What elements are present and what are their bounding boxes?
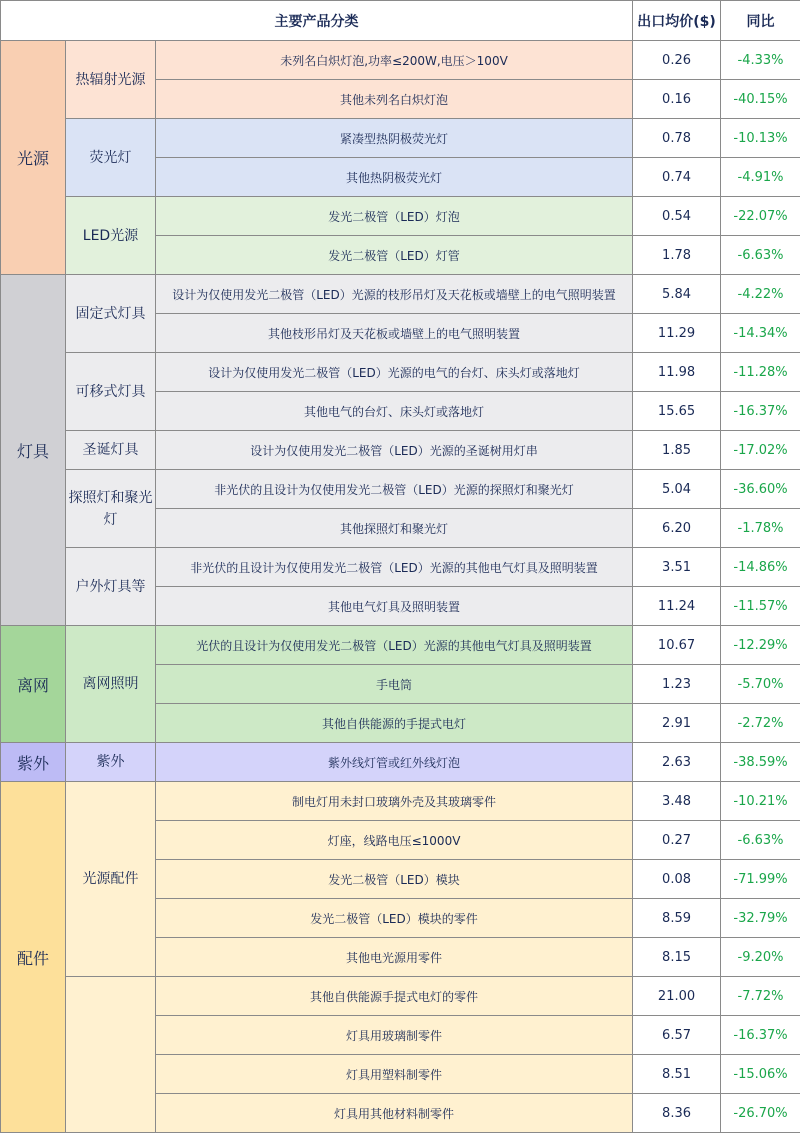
- price-value: 5.84: [633, 275, 721, 314]
- yoy-value: -10.13%: [721, 119, 800, 158]
- product-name: 非光伏的且设计为仅使用发光二极管（LED）光源的其他电气灯具及照明装置: [156, 548, 633, 587]
- yoy-value: -40.15%: [721, 80, 800, 119]
- price-value: 3.48: [633, 782, 721, 821]
- product-name: 发光二极管（LED）模块的零件: [156, 899, 633, 938]
- yoy-value: -16.37%: [721, 392, 800, 431]
- yoy-value: -11.28%: [721, 353, 800, 392]
- yoy-value: -36.60%: [721, 470, 800, 509]
- header-yoy: 同比: [721, 1, 800, 41]
- price-value: 10.67: [633, 626, 721, 665]
- product-name: 光伏的且设计为仅使用发光二极管（LED）光源的其他电气灯具及照明装置: [156, 626, 633, 665]
- product-name: 手电筒: [156, 665, 633, 704]
- subcategory-searchlight: 探照灯和聚光灯: [66, 470, 156, 548]
- product-name: 非光伏的且设计为仅使用发光二极管（LED）光源的探照灯和聚光灯: [156, 470, 633, 509]
- yoy-value: -4.33%: [721, 41, 800, 80]
- yoy-value: -4.91%: [721, 158, 800, 197]
- price-value: 6.57: [633, 1016, 721, 1055]
- product-name: 发光二极管（LED）模块: [156, 860, 633, 899]
- product-name: 灯具用玻璃制零件: [156, 1016, 633, 1055]
- price-value: 0.78: [633, 119, 721, 158]
- table-row: [1, 353, 800, 392]
- price-value: 1.23: [633, 665, 721, 704]
- table-row: [1, 743, 800, 782]
- category-accessories: 配件: [1, 782, 66, 1133]
- yoy-value: -2.72%: [721, 704, 800, 743]
- product-name: 其他热阴极荧光灯: [156, 158, 633, 197]
- product-name: 其他自供能源手提式电灯的零件: [156, 977, 633, 1016]
- yoy-value: -7.72%: [721, 977, 800, 1016]
- product-name: 其他电光源用零件: [156, 938, 633, 977]
- yoy-value: -6.63%: [721, 821, 800, 860]
- product-name: 其他电气的台灯、床头灯或落地灯: [156, 392, 633, 431]
- yoy-value: -32.79%: [721, 899, 800, 938]
- subcategory-fixed: 固定式灯具: [66, 275, 156, 353]
- yoy-value: -26.70%: [721, 1094, 800, 1133]
- table-row: [1, 41, 800, 80]
- yoy-value: -15.06%: [721, 1055, 800, 1094]
- subcategory-uv: 紫外: [66, 743, 156, 782]
- price-value: 6.20: [633, 509, 721, 548]
- table-row: [1, 977, 800, 1016]
- price-value: 15.65: [633, 392, 721, 431]
- price-value: 21.00: [633, 977, 721, 1016]
- product-name: 设计为仅使用发光二极管（LED）光源的枝形吊灯及天花板或墙壁上的电气照明装置: [156, 275, 633, 314]
- price-value: 8.51: [633, 1055, 721, 1094]
- price-value: 1.85: [633, 431, 721, 470]
- table-row: [1, 470, 800, 509]
- product-name: 发光二极管（LED）灯泡: [156, 197, 633, 236]
- table-row: [1, 782, 800, 821]
- category-uv: 紫外: [1, 743, 66, 782]
- price-value: 0.26: [633, 41, 721, 80]
- subcategory-portable: 可移式灯具: [66, 353, 156, 431]
- price-value: 1.78: [633, 236, 721, 275]
- category-luminaires: 灯具: [1, 275, 66, 626]
- yoy-value: -12.29%: [721, 626, 800, 665]
- yoy-value: -22.07%: [721, 197, 800, 236]
- subcategory-thermal: 热辐射光源: [66, 41, 156, 119]
- header-row: [1, 1, 800, 41]
- yoy-value: -10.21%: [721, 782, 800, 821]
- product-name: 灯座，线路电压≤1000V: [156, 821, 633, 860]
- price-value: 8.59: [633, 899, 721, 938]
- header-product: 主要产品分类: [1, 1, 633, 41]
- yoy-value: -1.78%: [721, 509, 800, 548]
- table-row: [1, 431, 800, 470]
- yoy-value: -6.63%: [721, 236, 800, 275]
- price-value: 0.54: [633, 197, 721, 236]
- table-row: [1, 548, 800, 587]
- price-value: 3.51: [633, 548, 721, 587]
- product-name: 其他枝形吊灯及天花板或墙壁上的电气照明装置: [156, 314, 633, 353]
- yoy-value: -38.59%: [721, 743, 800, 782]
- category-off-grid: 离网: [1, 626, 66, 743]
- product-name: 设计为仅使用发光二极管（LED）光源的圣诞树用灯串: [156, 431, 633, 470]
- price-value: 0.74: [633, 158, 721, 197]
- price-value: 2.63: [633, 743, 721, 782]
- product-name: 紫外线灯管或红外线灯泡: [156, 743, 633, 782]
- yoy-value: -4.22%: [721, 275, 800, 314]
- subcategory-luminaire-parts: [66, 977, 156, 1133]
- header-price: 出口均价($): [633, 1, 721, 41]
- price-value: 11.98: [633, 353, 721, 392]
- price-value: 8.36: [633, 1094, 721, 1133]
- price-value: 8.15: [633, 938, 721, 977]
- table-row: [1, 197, 800, 236]
- price-value: 11.29: [633, 314, 721, 353]
- product-name: 其他自供能源的手提式电灯: [156, 704, 633, 743]
- price-value: 0.16: [633, 80, 721, 119]
- yoy-value: -14.86%: [721, 548, 800, 587]
- product-name: 发光二极管（LED）灯管: [156, 236, 633, 275]
- product-name: 灯具用其他材料制零件: [156, 1094, 633, 1133]
- yoy-value: -17.02%: [721, 431, 800, 470]
- yoy-value: -71.99%: [721, 860, 800, 899]
- category-light-source: 光源: [1, 41, 66, 275]
- subcategory-light-source-parts: 光源配件: [66, 782, 156, 977]
- yoy-value: -11.57%: [721, 587, 800, 626]
- product-name: 未列名白炽灯泡,功率≤200W,电压＞100V: [156, 41, 633, 80]
- product-name: 制电灯用未封口玻璃外壳及其玻璃零件: [156, 782, 633, 821]
- product-name: 其他探照灯和聚光灯: [156, 509, 633, 548]
- price-value: 11.24: [633, 587, 721, 626]
- price-value: 5.04: [633, 470, 721, 509]
- product-name: 其他电气灯具及照明装置: [156, 587, 633, 626]
- product-name: 设计为仅使用发光二极管（LED）光源的电气的台灯、床头灯或落地灯: [156, 353, 633, 392]
- product-name: 其他未列名白炽灯泡: [156, 80, 633, 119]
- table-row: [1, 119, 800, 158]
- yoy-value: -14.34%: [721, 314, 800, 353]
- product-name: 紧凑型热阴极荧光灯: [156, 119, 633, 158]
- subcategory-led: LED光源: [66, 197, 156, 275]
- price-value: 0.27: [633, 821, 721, 860]
- price-value: 0.08: [633, 860, 721, 899]
- table-row: [1, 275, 800, 314]
- subcategory-christmas: 圣诞灯具: [66, 431, 156, 470]
- yoy-value: -9.20%: [721, 938, 800, 977]
- table-row: [1, 626, 800, 665]
- subcategory-outdoor: 户外灯具等: [66, 548, 156, 626]
- price-value: 2.91: [633, 704, 721, 743]
- subcategory-fluorescent: 荧光灯: [66, 119, 156, 197]
- yoy-value: -16.37%: [721, 1016, 800, 1055]
- subcategory-off-grid: 离网照明: [66, 626, 156, 743]
- product-name: 灯具用塑料制零件: [156, 1055, 633, 1094]
- yoy-value: -5.70%: [721, 665, 800, 704]
